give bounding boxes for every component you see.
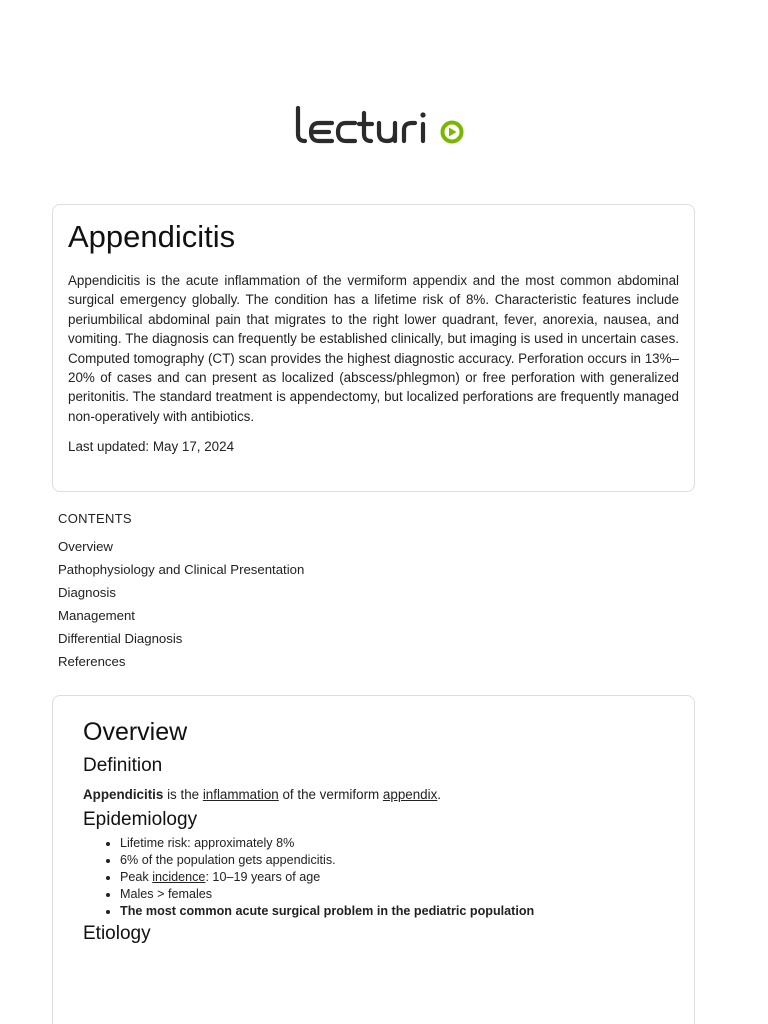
list-item: • 6% of the population gets appendicitis. bbox=[120, 852, 664, 869]
page-title: Appendicitis bbox=[68, 219, 236, 254]
inflammation-link[interactable]: inflammation bbox=[202, 787, 279, 802]
definition-part-1: is the bbox=[163, 787, 203, 802]
contents-title: CONTENTS bbox=[58, 511, 132, 526]
etiology-heading: Etiology bbox=[83, 923, 151, 944]
list-item: • Males > females bbox=[120, 886, 664, 903]
definition-text bbox=[83, 786, 664, 804]
list-item bbox=[120, 869, 664, 886]
epidemiology-list bbox=[120, 835, 664, 920]
definition-term: Appendicitis bbox=[83, 787, 164, 802]
overview-card bbox=[52, 695, 695, 1024]
toc-link-management[interactable]: Management bbox=[58, 608, 135, 623]
summary-card bbox=[52, 204, 695, 492]
list-item-suffix: : 10–19 years of age bbox=[205, 870, 321, 884]
lecturio-logo-graphic bbox=[292, 104, 482, 150]
table-of-contents bbox=[58, 511, 304, 673]
list-item: • The most common acute surgical problem in the pediatric population bbox=[120, 903, 664, 920]
epidemiology-heading: Epidemiology bbox=[83, 809, 198, 830]
lecturio-logo bbox=[292, 104, 482, 150]
toc-link-overview[interactable]: Overview bbox=[58, 539, 113, 554]
summary-text: Appendicitis is the acute inflammation of the vermiform appendix and the most common abdominal surgical emergency globally. The condition has a lifetime risk of 8%. Characteristic features include periumbilical abdominal pain that migrates to the right lower quadrant, fever, anorexia, nausea, and vomiting. The diagnosis can frequently be established clinically, but imaging is used in uncertain cases. Computed tomography (CT) scan provides the highest diagnostic accuracy. Perforation occurs in 13%–20% of cases and can present as localized (abscess/phlegmon) or free perforation with generalized peritonitis. The standard treatment is appendectomy, but localized perforations are frequently managed non-operatively with antibiotics. bbox=[68, 273, 679, 424]
appendix-link[interactable]: appendix bbox=[382, 787, 438, 802]
toc-link-diagnosis[interactable]: Diagnosis bbox=[58, 585, 116, 600]
last-updated: Last updated: May 17, 2024 bbox=[68, 439, 235, 455]
incidence-link[interactable]: incidence bbox=[152, 870, 206, 884]
definition-part-3: . bbox=[437, 787, 442, 802]
toc-link-differential-diagnosis[interactable]: Differential Diagnosis bbox=[58, 631, 183, 646]
list-item-prefix: Peak bbox=[120, 870, 153, 884]
definition-part-2: of the vermiform bbox=[278, 787, 383, 802]
definition-heading: Definition bbox=[83, 755, 163, 776]
toc-link-references[interactable]: References bbox=[58, 654, 126, 669]
overview-heading: Overview bbox=[83, 718, 188, 746]
list-item: • Lifetime risk: approximately 8% bbox=[120, 835, 664, 852]
toc-link-pathophysiology[interactable]: Pathophysiology and Clinical Presentation bbox=[58, 562, 305, 577]
